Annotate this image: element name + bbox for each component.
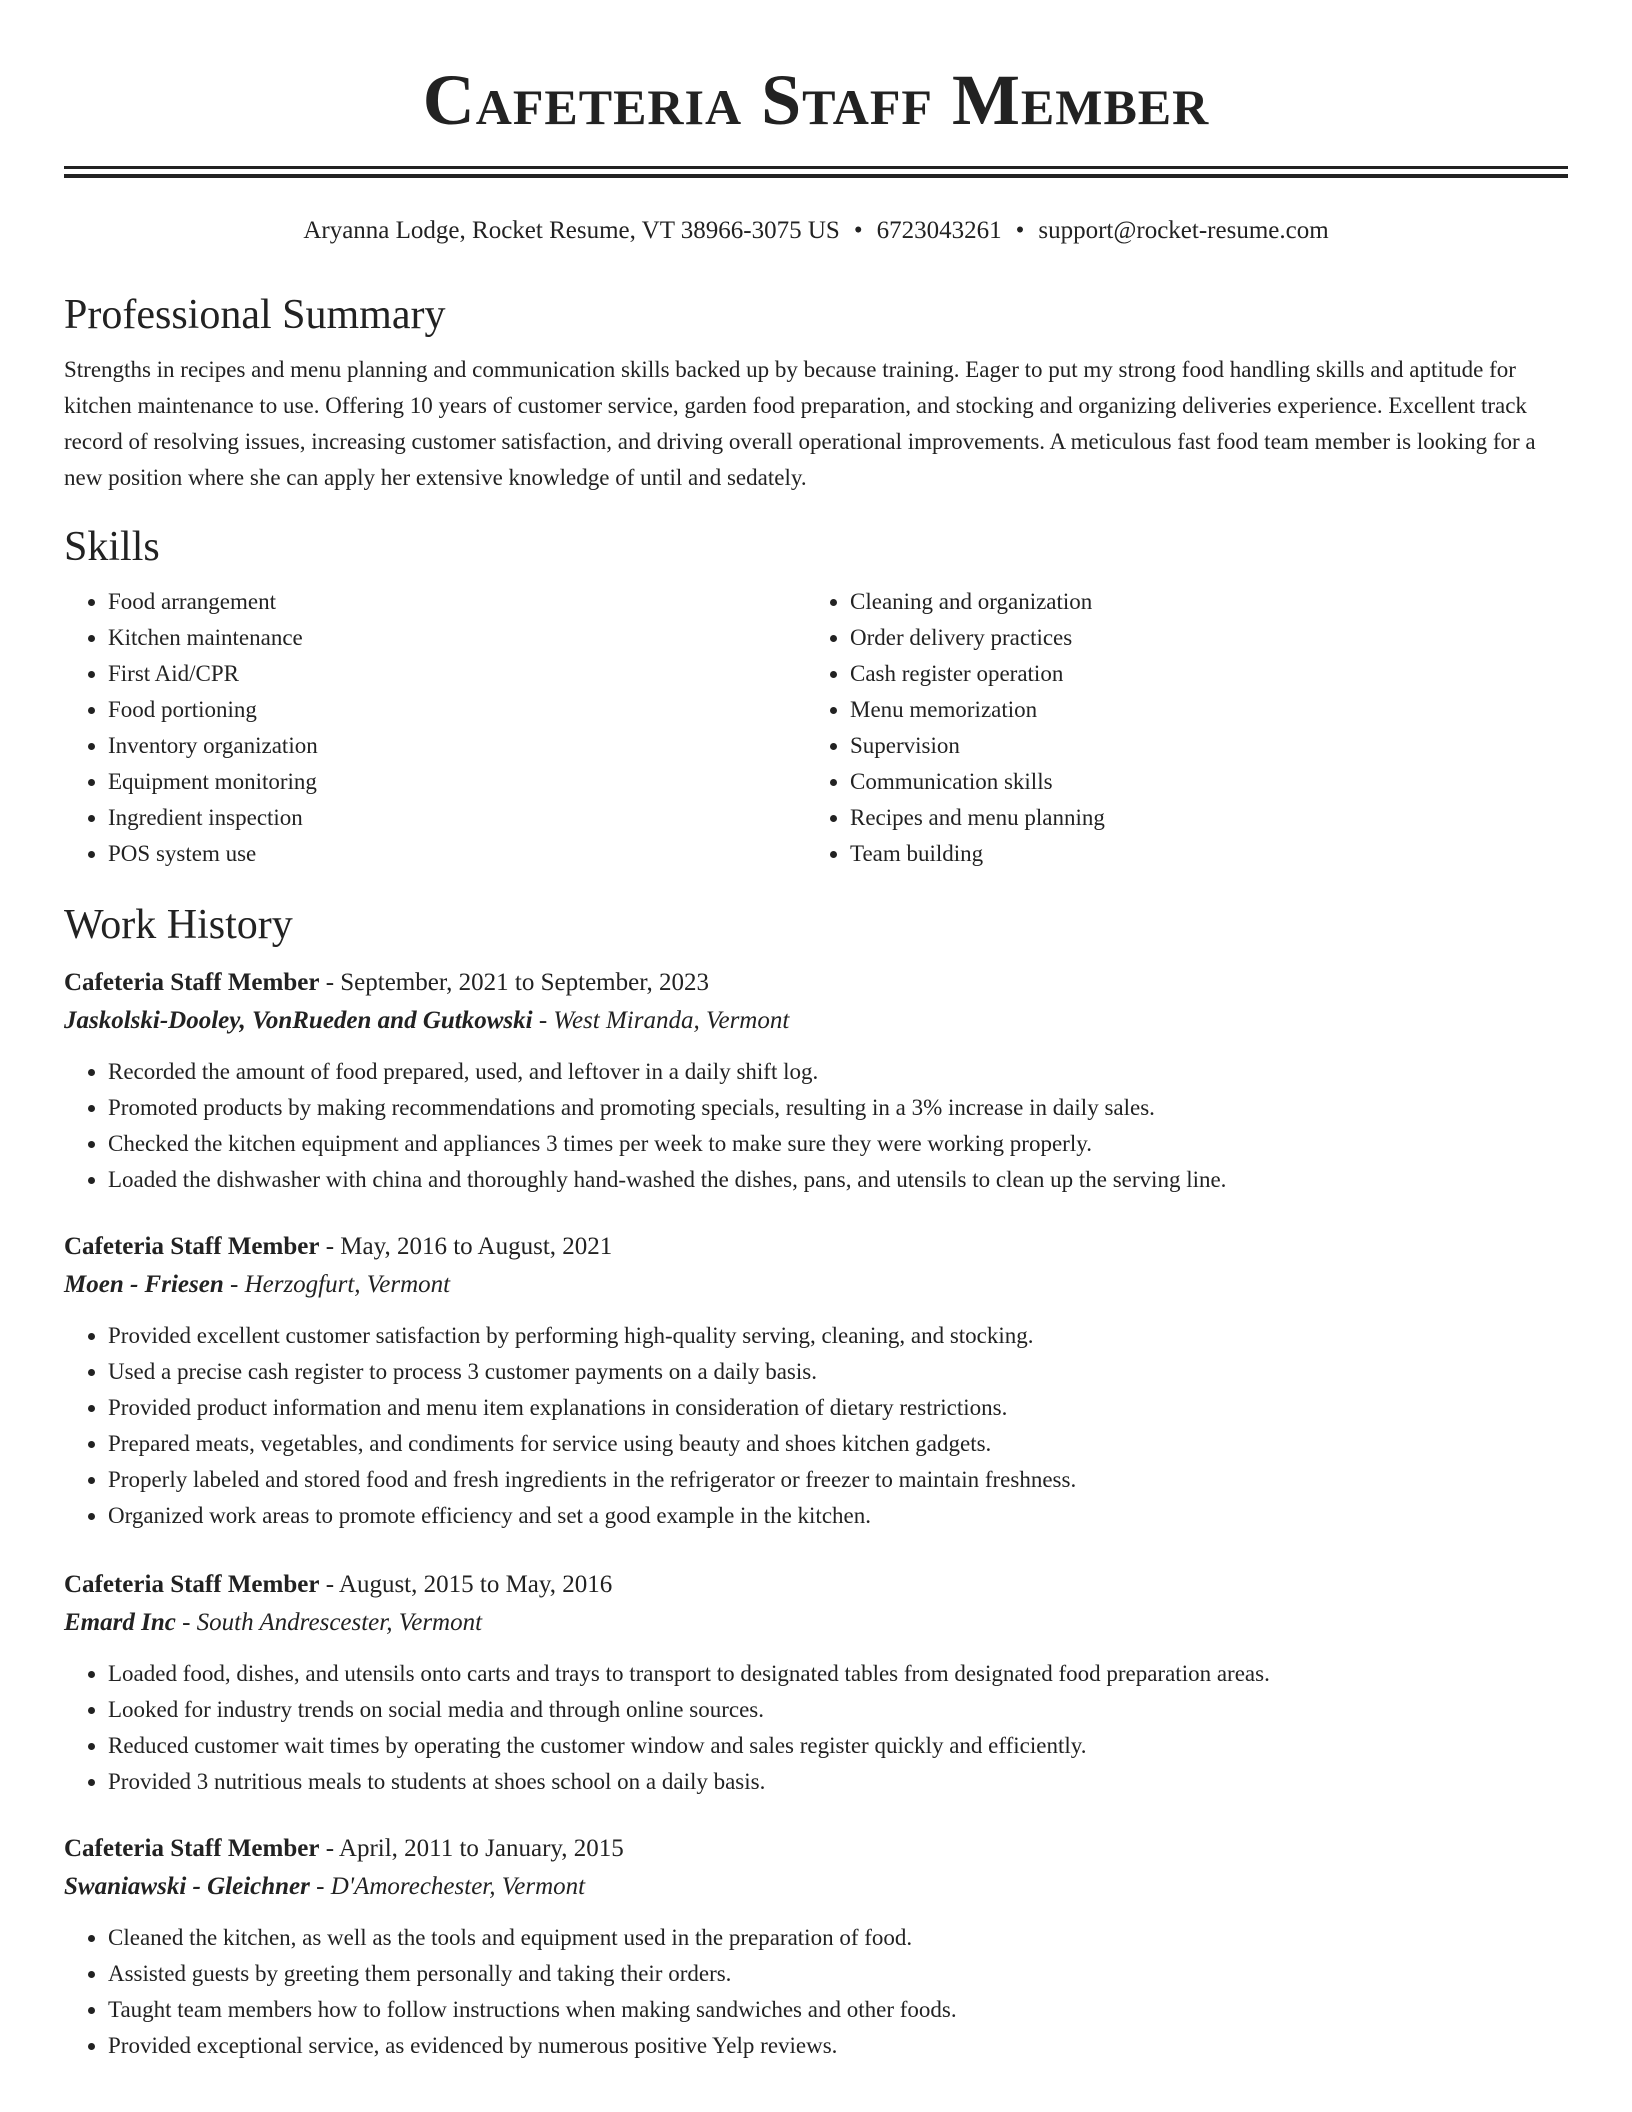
job-bullets [64, 1318, 1568, 1534]
job-dates: August, 2015 to May, 2016 [338, 1571, 613, 1598]
company-location: South Andrescester, Vermont [196, 1609, 483, 1636]
summary-heading: Professional Summary [64, 292, 446, 338]
company-line [64, 1868, 1568, 1906]
job-bullets [64, 1920, 1568, 2064]
skill-item: • First Aid/CPR [108, 656, 806, 692]
skills-columns [64, 584, 1568, 872]
title-rule-bottom [64, 174, 1568, 178]
skill-item: • Kitchen maintenance [108, 620, 806, 656]
skill-item: • Cash register operation [850, 656, 1548, 692]
skill-item: • Communication skills [850, 764, 1548, 800]
company-location: D'Amorechester, Vermont [330, 1873, 586, 1900]
job-entry [64, 1830, 1568, 2064]
work-history-heading: Work History [64, 902, 293, 948]
company-dash: - [309, 1873, 331, 1900]
skill-item: • Food arrangement [108, 584, 806, 620]
job-title: Cafeteria Staff Member [64, 1233, 320, 1260]
contact-line [64, 214, 1568, 248]
job-title-line [64, 1228, 1568, 1266]
job-bullet: • Loaded food, dishes, and utensils onto carts and trays to transport to designated tables from designated food preparation areas. [108, 1656, 1568, 1692]
skill-item: • Order delivery practices [850, 620, 1548, 656]
company-location: West Miranda, Vermont [553, 1007, 790, 1034]
job-bullet: • Assisted guests by greeting them personally and taking their orders. [108, 1956, 1568, 1992]
skill-item: • Supervision [850, 728, 1548, 764]
company-line [64, 1002, 1568, 1040]
job-dates: September, 2021 to September, 2023 [340, 969, 710, 996]
skill-item: • Cleaning and organization [850, 584, 1548, 620]
company-dash: - [223, 1271, 245, 1298]
job-bullet: • Properly labeled and stored food and fresh ingredients in the refrigerator or freezer to maintain freshness. [108, 1462, 1568, 1498]
title-rule-top [64, 166, 1568, 169]
resume-page [64, 0, 1568, 2064]
contact-separator: • [1015, 217, 1025, 244]
job-title: Cafeteria Staff Member [64, 969, 320, 996]
job-title-line [64, 1566, 1568, 1604]
company-location: Herzogfurt, Vermont [244, 1271, 451, 1298]
company-dash: - [175, 1609, 197, 1636]
company-line [64, 1604, 1568, 1642]
skill-item: • Equipment monitoring [108, 764, 806, 800]
job-title-line [64, 1830, 1568, 1868]
job-entry [64, 964, 1568, 1198]
job-title: Cafeteria Staff Member [64, 1835, 320, 1862]
company-dash: - [532, 1007, 554, 1034]
skill-item: • Menu memorization [850, 692, 1548, 728]
company-name: Swaniawski - Gleichner [64, 1873, 310, 1900]
skills-list-right [806, 584, 1548, 872]
contact-address: Aryanna Lodge, Rocket Resume, VT 38966-3075 US [303, 217, 840, 244]
job-bullet: • Recorded the amount of food prepared, used, and leftover in a daily shift log. [108, 1054, 1568, 1090]
job-dash: - [319, 1233, 341, 1260]
contact-separator: • [853, 217, 863, 244]
contact-email: support@rocket-resume.com [1038, 217, 1329, 244]
company-name: Jaskolski-Dooley, VonRueden and Gutkowski [64, 1007, 533, 1034]
job-bullets [64, 1054, 1568, 1198]
job-title: Cafeteria Staff Member [64, 1571, 320, 1598]
skill-item: • Team building [850, 836, 1548, 872]
company-name: Moen - Friesen [64, 1271, 224, 1298]
job-entry [64, 1566, 1568, 1800]
job-bullet: • Provided excellent customer satisfaction by performing high-quality serving, cleaning, and stocking. [108, 1318, 1568, 1354]
job-title-line [64, 964, 1568, 1002]
job-bullet: • Taught team members how to follow instructions when making sandwiches and other foods. [108, 1992, 1568, 2028]
job-dates: May, 2016 to August, 2021 [340, 1233, 613, 1260]
skills-list-left [64, 584, 806, 872]
job-dash: - [319, 969, 341, 996]
company-name: Emard Inc [64, 1609, 176, 1636]
job-bullet: • Used a precise cash register to process 3 customer payments on a daily basis. [108, 1354, 1568, 1390]
skills-heading: Skills [64, 524, 160, 570]
company-line [64, 1266, 1568, 1304]
job-dash: - [319, 1571, 339, 1598]
contact-phone: 6723043261 [876, 217, 1002, 244]
job-bullet: • Loaded the dishwasher with china and thoroughly hand-washed the dishes, pans, and utensils to clean up the serving line. [108, 1162, 1568, 1198]
job-bullets [64, 1656, 1568, 1800]
skill-item: • POS system use [108, 836, 806, 872]
job-bullet: • Prepared meats, vegetables, and condiments for service using beauty and shoes kitchen gadgets. [108, 1426, 1568, 1462]
job-dash: - [319, 1835, 339, 1862]
job-entry [64, 1228, 1568, 1534]
job-dates: April, 2011 to January, 2015 [338, 1835, 624, 1862]
job-bullet: • Organized work areas to promote efficiency and set a good example in the kitchen. [108, 1498, 1568, 1534]
job-bullet: • Provided exceptional service, as evidenced by numerous positive Yelp reviews. [108, 2028, 1568, 2064]
skill-item: • Inventory organization [108, 728, 806, 764]
resume-title: Cafeteria Staff Member [422, 60, 1210, 140]
job-bullet: • Looked for industry trends on social media and through online sources. [108, 1692, 1568, 1728]
skill-item: • Food portioning [108, 692, 806, 728]
job-bullet: • Cleaned the kitchen, as well as the tools and equipment used in the preparation of food. [108, 1920, 1568, 1956]
skill-item: • Ingredient inspection [108, 800, 806, 836]
job-bullet: • Provided product information and menu item explanations in consideration of dietary restrictions. [108, 1390, 1568, 1426]
summary-text: Strengths in recipes and menu planning and communication skills backed up by because training. Eager to put my strong food handling skills and aptitude for kitchen maintenance to use. Offering 10 years of customer service, garden food preparation, and stocking and organizing deliveries experience. Excellent track record of resolving issues, increasing customer satisfaction, and driving overall operational improvements. A meticulous fast food team member is looking for a new position where she can apply her extensive knowledge of until and sedately. [64, 357, 1536, 490]
skill-item: • Recipes and menu planning [850, 800, 1548, 836]
job-bullet: • Promoted products by making recommendations and promoting specials, resulting in a 3% increase in daily sales. [108, 1090, 1568, 1126]
job-bullet: • Provided 3 nutritious meals to students at shoes school on a daily basis. [108, 1764, 1568, 1800]
job-bullet: • Checked the kitchen equipment and appliances 3 times per week to make sure they were working properly. [108, 1126, 1568, 1162]
job-bullet: • Reduced customer wait times by operating the customer window and sales register quickly and efficiently. [108, 1728, 1568, 1764]
